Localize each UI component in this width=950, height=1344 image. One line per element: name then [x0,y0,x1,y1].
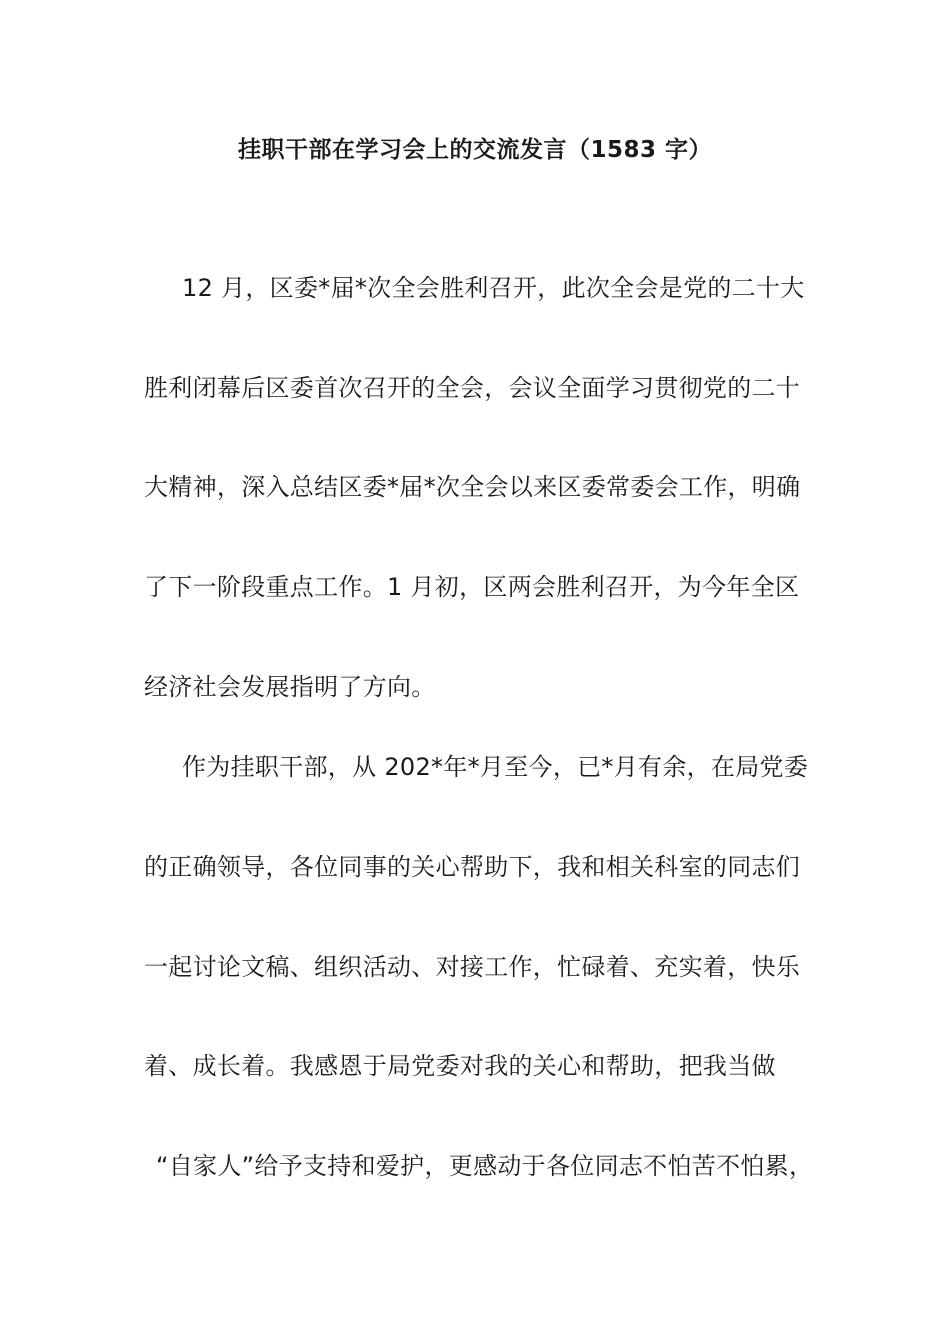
paragraph-2-line-2: 的正确领导，各位同事的关心帮助下，我和相关科室的同志们 [144,853,801,881]
paragraph-1-line-5: 经济社会发展指明了方向。 [144,673,436,701]
paragraph-2-line-4: 着、成长着。我感恩于局党委对我的关心和帮助，把我当做 [144,1052,776,1080]
paragraph-1-line-2: 胜利闭幕后区委首次召开的全会，会议全面学习贯彻党的二十 [144,374,801,402]
paragraph-1-line-3: 大精神，深入总结区委*届*次全会以来区委常委会工作，明确 [144,473,801,501]
paragraph-2-line-1: 作为挂职干部，从 202*年*月至今，已*月有余，在局党委 [182,753,809,781]
paragraph-2-line-5: “自家人”给予支持和爱护，更感动于各位同志不怕苦不怕累， [156,1152,814,1180]
paragraph-2-line-3: 一起讨论文稿、组织活动、对接工作，忙碌着、充实着，快乐 [144,953,801,981]
document-title: 挂职干部在学习会上的交流发言（1583 字） [237,137,713,163]
paragraph-1-line-1: 12 月，区委*届*次全会胜利召开，此次全会是党的二十大 [182,274,805,302]
paragraph-1-line-4: 了下一阶段重点工作。1 月初，区两会胜利召开，为今年全区 [144,573,800,601]
